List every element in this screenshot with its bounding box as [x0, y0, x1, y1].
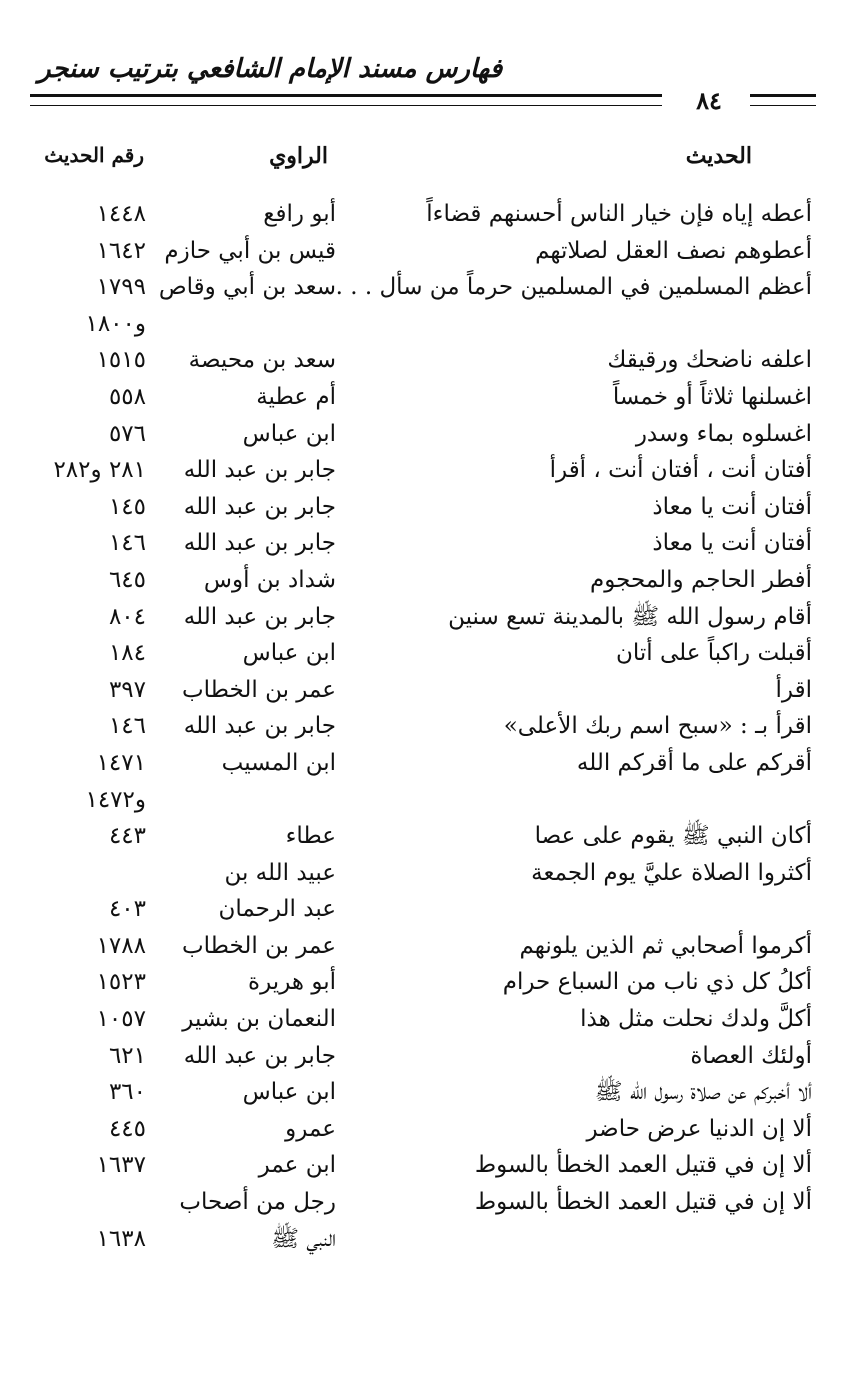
table-row	[0, 1001, 856, 1038]
column-header-number: رقم الحديث	[44, 143, 144, 167]
narrator: عطاء	[285, 823, 336, 850]
hadith-number: ١٧٨٨	[96, 932, 146, 959]
narrator: جابر بن عبد الله	[183, 713, 336, 740]
hadith-text: أفتان أنت يا معاذ	[652, 530, 812, 557]
hadith-number: ١٦٣٨	[96, 1225, 146, 1252]
hadith-text: أكان النبي ﷺ يقوم على عصا	[534, 823, 812, 850]
hadith-number: ١٤٦	[108, 530, 146, 557]
narrator: عمرو	[285, 1115, 336, 1142]
hadith-number: ٥٧٦	[108, 420, 146, 447]
hadith-text: اقرأ	[775, 676, 812, 703]
page-number: ٨٤	[696, 86, 722, 115]
hadith-number: ٦٤٥	[108, 566, 146, 593]
table-row	[0, 233, 856, 270]
table-row	[0, 635, 856, 672]
hadith-number: و١٤٧٢	[85, 786, 146, 813]
table-row	[0, 782, 856, 819]
hadith-number: ١٧٩٩	[96, 274, 146, 301]
narrator: سعد بن أبي وقاص	[158, 274, 336, 301]
hadith-number: ٣٦٠	[108, 1079, 146, 1106]
table-row	[0, 1221, 856, 1258]
hadith-text: ألا إن الدنيا عرض حاضر	[586, 1115, 812, 1142]
table-row	[0, 964, 856, 1001]
narrator: النبي ﷺ	[271, 1225, 336, 1252]
hadith-number: ١٠٥٧	[96, 1006, 146, 1033]
index-table	[0, 196, 856, 1257]
narrator: عمر بن الخطاب	[181, 676, 336, 703]
narrator: جابر بن عبد الله	[183, 493, 336, 520]
narrator: ابن المسيب	[221, 749, 336, 776]
table-row	[0, 452, 856, 489]
table-row	[0, 196, 856, 233]
hadith-number: ١٦٤٢	[96, 237, 146, 264]
hadith-number: ٥٥٨	[108, 383, 146, 410]
hadith-text: أفتان أنت ، أفتان أنت ، أقرأ	[549, 457, 812, 484]
table-row	[0, 1147, 856, 1184]
hadith-text: أكثروا الصلاة عليَّ يوم الجمعة	[531, 859, 812, 886]
hadith-number: ٤٤٣	[108, 823, 146, 850]
table-row	[0, 525, 856, 562]
hadith-number: ٣٩٧	[108, 676, 146, 703]
narrator: عمر بن الخطاب	[181, 932, 336, 959]
table-row	[0, 1074, 856, 1111]
hadith-text: اقرأ بـ : «سبح اسم ربك الأعلى»	[503, 713, 812, 740]
hadith-text: أعطه إياه فإن خيار الناس أحسنهم قضاءاً	[426, 201, 812, 227]
hadith-text: أعظم المسلمين في المسلمين حرماً من سأل . . .	[335, 274, 812, 301]
hadith-number: ١٥٢٣	[96, 969, 146, 996]
table-row	[0, 672, 856, 709]
column-header-rawi: الراوي	[269, 143, 328, 169]
table-row	[0, 416, 856, 453]
narrator: ابن عمر	[258, 1152, 336, 1179]
hadith-number: و١٨٠٠	[85, 310, 146, 337]
hadith-number: ١٤٦	[108, 713, 146, 740]
hadith-text: ألا إن في قتيل العمد الخطأ بالسوط	[474, 1189, 812, 1216]
hadith-number: ٨٠٤	[108, 603, 146, 630]
hadith-number: ١٦٣٧	[96, 1152, 146, 1179]
narrator: ابن عباس	[242, 640, 336, 667]
header-rule-left	[30, 94, 662, 106]
table-row	[0, 1111, 856, 1148]
narrator: ابن عباس	[242, 1079, 336, 1106]
column-header-hadith: الحديث	[685, 143, 752, 169]
hadith-number: ١٤٥	[108, 493, 146, 520]
hadith-number: ٢٨١ و٢٨٢	[53, 457, 146, 484]
hadith-text: أكلَّ ولدك نحلت مثل هذا	[580, 1006, 812, 1033]
table-row	[0, 708, 856, 745]
table-row	[0, 855, 856, 892]
hadith-text: أكلُ كل ذي ناب من السباع حرام	[502, 969, 812, 996]
table-row	[0, 1184, 856, 1221]
hadith-number: ١٤٧١	[96, 749, 146, 776]
hadith-number: ٤٤٥	[108, 1115, 146, 1142]
hadith-number: ١٨٤	[108, 640, 146, 667]
narrator: أم عطية	[256, 383, 336, 410]
hadith-number: ٦٢١	[108, 1042, 146, 1069]
hadith-text: ألا إن في قتيل العمد الخطأ بالسوط	[474, 1152, 812, 1179]
narrator: جابر بن عبد الله	[183, 457, 336, 484]
narrator: جابر بن عبد الله	[183, 1042, 336, 1069]
table-row	[0, 269, 856, 306]
narrator: قيس بن أبي حازم	[164, 237, 336, 264]
table-row	[0, 489, 856, 526]
narrator: جابر بن عبد الله	[183, 603, 336, 630]
hadith-text: أقام رسول الله ﷺ بالمدينة تسع سنين	[448, 603, 812, 630]
hadith-text: اعلفه ناضحك ورقيقك	[607, 347, 812, 374]
hadith-text: أفطر الحاجم والمحجوم	[590, 566, 812, 593]
hadith-text: أكرموا أصحابي ثم الذين يلونهم	[519, 932, 812, 959]
hadith-text: أولئك العصاة	[690, 1042, 812, 1069]
hadith-text: أفتان أنت يا معاذ	[652, 493, 812, 520]
hadith-text: أقركم على ما أقركم الله	[576, 749, 812, 776]
narrator: النعمان بن بشير	[182, 1006, 336, 1033]
hadith-number: ١٥١٥	[96, 347, 146, 374]
book-title: فهارس مسند الإمام الشافعي بترتيب سنجر	[38, 54, 503, 84]
narrator: عبد الرحمان	[218, 896, 336, 923]
table-row	[0, 818, 856, 855]
table-row	[0, 1038, 856, 1075]
table-row	[0, 745, 856, 782]
narrator: رجل من أصحاب	[179, 1189, 336, 1216]
narrator: جابر بن عبد الله	[183, 530, 336, 557]
hadith-text: أعطوهم نصف العقل لصلاتهم	[535, 237, 812, 264]
table-row	[0, 562, 856, 599]
table-row	[0, 342, 856, 379]
hadith-number: ١٤٤٨	[96, 201, 146, 227]
narrator: أبو رافع	[263, 201, 336, 227]
table-row	[0, 928, 856, 965]
hadith-text: أقبلت راكباً على أتان	[615, 640, 812, 667]
narrator: عبيد الله بن	[224, 859, 336, 886]
narrator: أبو هريرة	[248, 969, 336, 996]
table-row	[0, 379, 856, 416]
header-rule	[30, 86, 816, 115]
hadith-text: ألا أخبركم عن صلاة رسول الله ﷺ	[594, 1079, 812, 1106]
table-row	[0, 891, 856, 928]
hadith-number: ٤٠٣	[108, 896, 146, 923]
hadith-text: اغسلوه بماء وسدر	[635, 420, 812, 447]
table-row	[0, 306, 856, 343]
table-row	[0, 599, 856, 636]
hadith-text: اغسلنها ثلاثاً أو خمساً	[612, 383, 812, 410]
header-rule-right	[750, 94, 816, 106]
narrator: ابن عباس	[242, 420, 336, 447]
narrator: شداد بن أوس	[203, 566, 336, 593]
narrator: سعد بن محيصة	[188, 347, 336, 374]
